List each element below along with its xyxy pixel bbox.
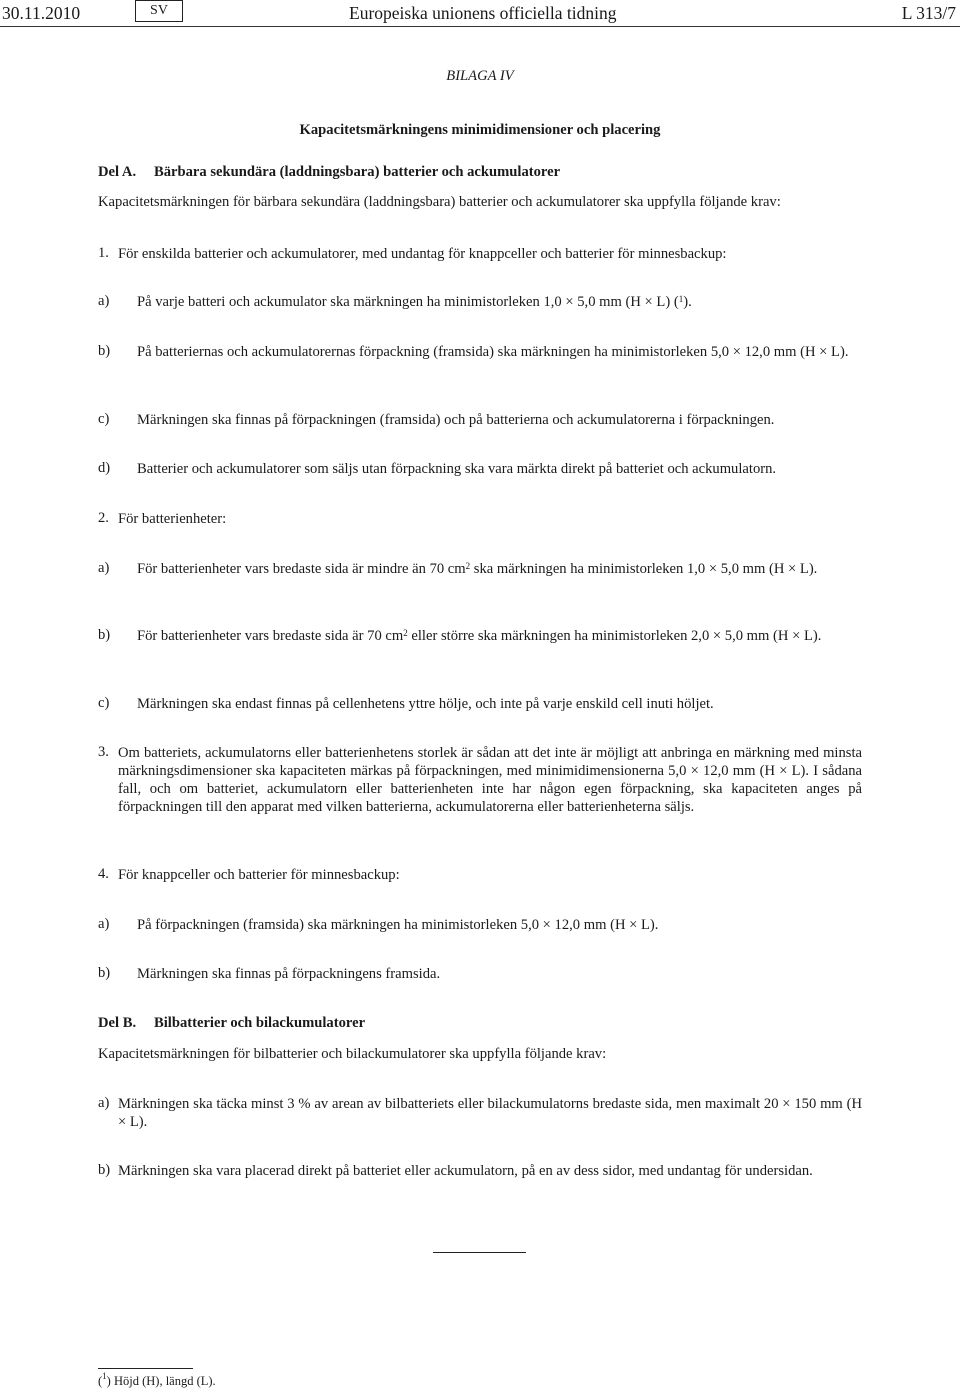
- item-2a-pre: För batterienheter vars bredaste sida är mindre än 70 cm: [137, 561, 466, 577]
- footnote-rule: [98, 1368, 193, 1369]
- part-a-intro: Kapacitetsmärkningen för bärbara sekundära (laddningsbara) batterier och ackumulatorer ska uppfylla följande krav:: [98, 194, 781, 210]
- item-4-number: 4.: [98, 866, 109, 882]
- item-1a-text: [137, 293, 862, 311]
- part-a-heading: [98, 164, 560, 181]
- item-2b-post: eller större ska märkningen ha minimistorleken 2,0 × 5,0 mm (H × L).: [407, 628, 822, 644]
- footnote-ref: 1: [678, 294, 684, 304]
- item-3-number: 3.: [98, 744, 109, 760]
- item-4b-text: Märkningen ska finnas på förpackningens framsida.: [137, 966, 441, 982]
- item-2b-text: [137, 627, 862, 645]
- annex-label: BILAGA IV: [446, 68, 514, 84]
- item-1-number: 1.: [98, 245, 109, 261]
- item-2b-letter: b): [98, 627, 111, 643]
- item-2a-text: [137, 560, 862, 578]
- item-2a-sup: 2: [465, 561, 471, 571]
- item-1b-text: På batteriernas och ackumulatorernas förpackning (framsida) ska märkningen ha minimistorleken 5,0 × 12,0 mm (H × L).: [137, 344, 849, 360]
- language-badge: SV: [135, 0, 183, 22]
- end-rule: [433, 1252, 526, 1253]
- item-4a-letter: a): [98, 916, 110, 932]
- item-1a-tail: ).: [683, 294, 692, 310]
- item-3-text: Om batteriets, ackumulatorns eller batterienhetens storlek är sådan att det inte är möjligt att anbringa en märkning med minsta märkningsdimensioner ska kapaciteten märkas på förpackningen, med minimidimensionerna 5,0 × 12,0 mm (H × L). I sådana fall, och om batteriet, ackumulatorn eller batterienheten inte har någon egen förpackning, ska kapaciteten anges på förpackningen till den apparat med vilken batterierna, ackumulatorerna eller batterienheterna säljs.: [118, 745, 862, 815]
- part-b-heading: [98, 1015, 365, 1032]
- item-2a-post: ska märkningen ha minimistorleken 1,0 × 5,0 mm (H × L).: [470, 561, 818, 577]
- footnote-text: Höjd (H), längd (L).: [113, 1374, 216, 1388]
- footnote: ($^1$) Höjd (H), längd (L).: [98, 1371, 216, 1388]
- item-4-text: För knappceller och batterier för minnesbackup:: [118, 867, 400, 883]
- item-4b-letter: b): [98, 965, 111, 981]
- item-1b-letter: b): [98, 343, 111, 359]
- item-2-text: För batterienheter:: [118, 511, 227, 527]
- item-1a-body: På varje batteri och ackumulator ska märkningen ha minimistorleken 1,0 × 5,0 mm (H × L) (: [137, 294, 679, 310]
- document-title: Kapacitetsmärkningens minimidimensioner och placering: [299, 122, 661, 138]
- part-b-a-letter: a): [98, 1095, 110, 1111]
- part-b-title: Bilbatterier och bilackumulatorer: [154, 1015, 366, 1031]
- item-2b-sup: 2: [403, 628, 408, 638]
- item-2a-letter: a): [98, 560, 110, 576]
- item-4a-text: På förpackningen (framsida) ska märkningen ha minimistorleken 5,0 × 12,0 mm (H × L).: [137, 917, 659, 933]
- footnote-mark: 1: [102, 1371, 107, 1381]
- item-2-number: 2.: [98, 510, 109, 526]
- part-b-label: Del B.: [98, 1015, 137, 1031]
- part-b-a-text: Märkningen ska täcka minst 3 % av arean av bilbatteriets eller bilackumulatorns bredaste sida, men maximalt 20 × 150 mm (H × L).: [118, 1096, 862, 1130]
- journal-title: Europeiska unionens officiella tidning: [349, 3, 617, 23]
- item-1d-letter: d): [98, 460, 111, 476]
- item-1-text: För enskilda batterier och ackumulatorer, med undantag för knappceller och batterier för minnesbackup:: [118, 246, 727, 262]
- page-reference: L 313/7: [901, 3, 956, 23]
- item-1d-text: Batterier och ackumulatorer som säljs utan förpackning ska vara märkta direkt på batteriet och ackumulatorn.: [137, 461, 777, 477]
- part-a-label: Del A.: [98, 164, 137, 180]
- journal-header: [0, 0, 960, 26]
- item-1c-text: Märkningen ska finnas på förpackningen (framsida) och på batterierna och ackumulatorerna i förpackningen.: [137, 412, 775, 428]
- item-1a-letter: a): [98, 293, 110, 309]
- part-b-intro: Kapacitetsmärkningen för bilbatterier och bilackumulatorer ska uppfylla följande krav:: [98, 1046, 607, 1062]
- part-a-title: Bärbara sekundära (laddningsbara) batterier och ackumulatorer: [154, 164, 561, 180]
- item-1c-letter: c): [98, 411, 110, 427]
- item-2b-pre: För batterienheter vars bredaste sida är 70 cm: [137, 628, 404, 644]
- item-2c-text: Märkningen ska endast finnas på cellenhetens yttre hölje, och inte på varje enskild cell inuti höljet.: [137, 696, 714, 712]
- part-b-b-text: Märkningen ska vara placerad direkt på batteriet eller ackumulatorn, på en av dess sidor, med undantag för undersidan.: [118, 1163, 813, 1179]
- item-2c-letter: c): [98, 695, 110, 711]
- part-b-b-letter: b): [98, 1162, 111, 1178]
- publication-date: 30.11.2010: [2, 3, 81, 23]
- header-rule: [0, 26, 960, 27]
